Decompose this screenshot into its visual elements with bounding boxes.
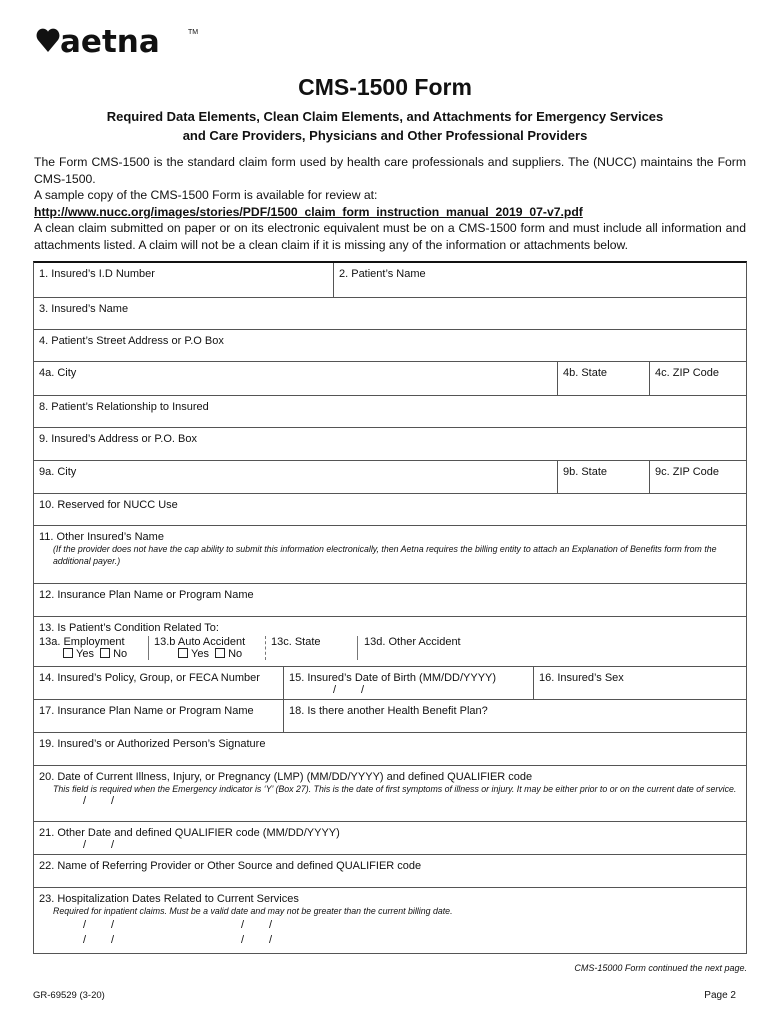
field-20-date xyxy=(39,795,741,807)
field-23-dates-row-2 xyxy=(39,934,741,946)
field-13b xyxy=(149,636,266,660)
nucc-manual-link[interactable]: http://www.nucc.org/images/stories/PDF/1500_claim_form_instruction_manual_2019_07-v7.pdf xyxy=(34,204,583,219)
page-number: Page 2 xyxy=(704,990,736,1001)
field-23 xyxy=(34,888,746,953)
13b-no-checkbox[interactable] xyxy=(215,648,225,658)
form-row-4 xyxy=(34,330,746,362)
dob-slash-1: / xyxy=(333,684,337,696)
13a-no-label: No xyxy=(113,648,128,660)
f23-slash-6: / xyxy=(111,934,115,946)
form-row-22 xyxy=(34,855,746,888)
field-15 xyxy=(284,667,534,699)
f23-slash-8: / xyxy=(269,934,273,946)
form-row-8 xyxy=(34,396,746,428)
f21-slash-2: / xyxy=(111,839,115,851)
intro-paragraph-3: A clean claim submitted on paper or on its electronic equivalent must be on a CMS-1500 form and must include all information and attachments listed. A claim will not be a clean claim if it is missing any of the information or attachments below. xyxy=(34,221,746,252)
f23-slash-2: / xyxy=(111,919,115,931)
field-1: 1. Insured’s I.D Number xyxy=(34,263,334,297)
form-row-4a xyxy=(34,362,746,396)
field-23-label: 23. Hospitalization Dates Related to Current Services xyxy=(39,893,299,905)
13b-yes-label: Yes xyxy=(191,648,209,660)
field-8: 8. Patient’s Relationship to Insured xyxy=(39,401,209,413)
field-11 xyxy=(34,526,746,583)
field-4c: 4c. ZIP Code xyxy=(655,367,719,379)
form-row-23 xyxy=(34,888,746,954)
form-row-3 xyxy=(34,298,746,330)
field-14: 14. Insured’s Policy, Group, or FECA Number xyxy=(34,667,284,699)
field-4b: 4b. State xyxy=(558,362,650,395)
field-13c: 13c. State xyxy=(266,636,358,660)
field-13d: 13d. Other Accident xyxy=(364,636,461,648)
13a-no-checkbox[interactable] xyxy=(100,648,110,658)
f20-slash-1: / xyxy=(83,795,87,807)
form-row-12 xyxy=(34,584,746,617)
form-id: GR-69529 (3-20) xyxy=(33,990,105,1001)
field-13a-label: 13a. Employment xyxy=(39,636,125,648)
intro-paragraph-2: A sample copy of the CMS-1500 Form is available for review at: xyxy=(34,188,378,202)
field-12: 12. Insurance Plan Name or Program Name xyxy=(39,589,254,601)
field-21 xyxy=(34,822,746,854)
page-title: CMS-1500 Form xyxy=(298,74,472,100)
continued-note: CMS-15000 Form continued the next page. xyxy=(574,963,747,973)
form-row-13 xyxy=(34,617,746,667)
field-10: 10. Reserved for NUCC Use xyxy=(39,499,178,511)
f23-slash-7: / xyxy=(241,934,245,946)
form-row-9a xyxy=(34,461,746,494)
f20-slash-2: / xyxy=(111,795,115,807)
field-9: 9. Insured’s Address or P.O. Box xyxy=(39,433,197,445)
field-13-subfields xyxy=(39,636,741,660)
field-9c: 9c. ZIP Code xyxy=(655,466,719,478)
field-4: 4. Patient’s Street Address or P.O Box xyxy=(39,335,224,347)
field-16: 16. Insured’s Sex xyxy=(539,672,624,684)
dob-slash-2: / xyxy=(361,684,365,696)
field-2: 2. Patient’s Name xyxy=(339,268,426,280)
field-3: 3. Insured’s Name xyxy=(39,303,129,315)
13b-no-label: No xyxy=(228,648,243,660)
13a-yes-label: Yes xyxy=(76,648,94,660)
13b-yes-checkbox[interactable] xyxy=(178,648,188,658)
claim-form-table xyxy=(33,261,747,954)
f23-slash-1: / xyxy=(83,919,87,931)
form-row-20 xyxy=(34,766,746,822)
field-9b: 9b. State xyxy=(558,461,650,493)
field-15-date xyxy=(289,684,528,696)
field-9a: 9a. City xyxy=(34,461,558,493)
f23-slash-5: / xyxy=(83,934,87,946)
field-20 xyxy=(34,766,746,821)
f21-slash-1: / xyxy=(83,839,87,851)
form-row-21 xyxy=(34,822,746,855)
field-13-label: 13. Is Patient’s Condition Related To: xyxy=(39,622,219,634)
intro-paragraph-1: The Form CMS-1500 is the standard claim form used by health care professionals and suppliers. The (NUCC) maintains the Form CMS-1500. xyxy=(34,155,746,186)
13a-yes-checkbox[interactable] xyxy=(63,648,73,658)
field-21-date xyxy=(39,839,741,851)
field-17: 17. Insurance Plan Name or Program Name xyxy=(34,700,284,732)
field-11-label: 11. Other Insured’s Name xyxy=(39,531,164,543)
field-13a xyxy=(39,636,149,660)
subtitle-line-1: Required Data Elements, Clean Claim Elements, and Attachments for Emergency Services xyxy=(106,109,664,124)
field-11-note: (If the provider does not have the cap ability to submit this information electronically, then Aetna requires the billing entity to attach an Explanation of Benefits form from the additional payer.) xyxy=(53,544,717,566)
form-row-1 xyxy=(34,263,746,298)
logo-wordmark: aetna xyxy=(60,24,160,60)
form-row-19 xyxy=(34,733,746,766)
field-13b-label: 13.b Auto Accident xyxy=(154,636,246,648)
field-19: 19. Insured’s or Authorized Person’s Signature xyxy=(39,738,266,750)
form-row-10 xyxy=(34,494,746,526)
form-row-14 xyxy=(34,667,746,700)
field-15-label: 15. Insured’s Date of Birth (MM/DD/YYYY) xyxy=(289,672,497,684)
field-20-label: 20. Date of Current Illness, Injury, or Pregnancy (LMP) (MM/DD/YYYY) and defined QUALIFIER code xyxy=(39,771,533,783)
form-row-17 xyxy=(34,700,746,733)
subtitle xyxy=(60,107,710,145)
field-21-label: 21. Other Date and defined QUALIFIER code (MM/DD/YYYY) xyxy=(39,827,340,839)
form-row-9 xyxy=(34,428,746,461)
aetna-logo xyxy=(36,22,206,62)
field-23-dates-row-1 xyxy=(39,919,741,931)
trademark-mark: TM xyxy=(188,29,199,36)
field-20-note: This field is required when the Emergency indicator is ‘Y’ (Box 27). This is the date of first symptoms of illness or injury. It may be either prior to or on the current date of service. xyxy=(53,784,737,794)
f23-slash-4: / xyxy=(269,919,273,931)
f23-slash-3: / xyxy=(241,919,245,931)
subtitle-line-2: and Care Providers, Physicians and Other Professional Providers xyxy=(182,128,588,143)
form-row-11 xyxy=(34,526,746,584)
field-22: 22. Name of Referring Provider or Other Source and defined QUALIFIER code xyxy=(39,860,422,872)
intro-text xyxy=(34,154,746,253)
field-23-note: Required for inpatient claims. Must be a valid date and may not be greater than the current billing date. xyxy=(53,906,453,916)
field-4a: 4a. City xyxy=(34,362,558,395)
field-13 xyxy=(34,617,746,666)
field-18: 18. Is there another Health Benefit Plan? xyxy=(289,705,488,717)
